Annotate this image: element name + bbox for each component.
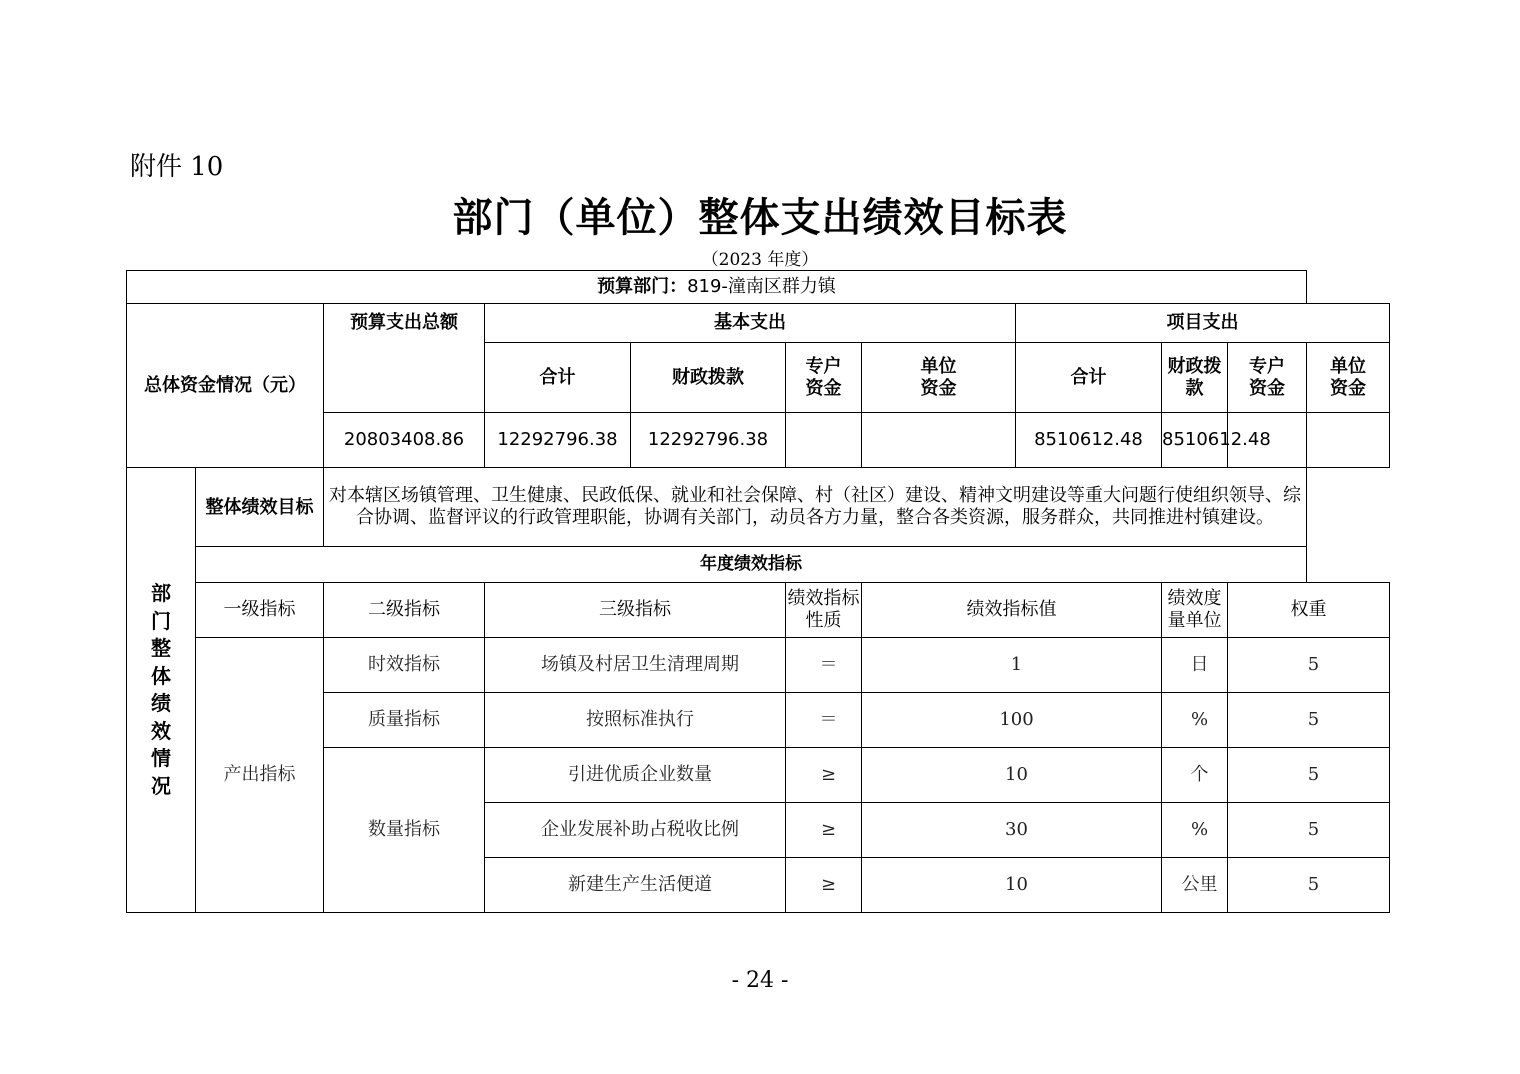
budget-total-label: 预算支出总额 (324, 304, 485, 413)
indicator-value: 10 (862, 748, 1162, 803)
project-expense-label: 项目支出 (1016, 304, 1390, 343)
level2-timeliness: 时效指标 (324, 638, 485, 693)
project-heji-value: 8510612.48 (1016, 413, 1162, 468)
annual-indicators-label: 年度绩效指标 (196, 547, 1307, 583)
performance-side-label: 部门整体绩效情况 (151, 581, 171, 798)
indicator-unit: % (1162, 803, 1228, 858)
level1-output: 产出指标 (196, 638, 324, 913)
performance-side-label-cell (127, 468, 196, 913)
indicator-name: 场镇及村居卫生清理周期 (485, 638, 786, 693)
header-level1: 一级指标 (196, 583, 324, 638)
indicator-unit: 公里 (1162, 858, 1228, 913)
header-level3: 三级指标 (485, 583, 786, 638)
basic-zhzj-header: 专户资金 (786, 343, 862, 413)
indicator-name: 企业发展补助占税收比例 (485, 803, 786, 858)
project-dwzj-value (1307, 413, 1390, 468)
indicator-name: 引进优质企业数量 (485, 748, 786, 803)
funding-row-label: 总体资金情况（元） (127, 304, 324, 468)
basic-czbk-value: 12292796.38 (631, 413, 786, 468)
page-number: - 24 - (731, 968, 789, 993)
indicator-nature: ＝ (786, 693, 862, 748)
basic-expense-label: 基本支出 (485, 304, 1016, 343)
indicator-value: 30 (862, 803, 1162, 858)
dept-label: 预算部门： (597, 276, 688, 298)
basic-czbk-header: 财政拨款 (631, 343, 786, 413)
project-czbk-value: 8510612.48 (1162, 413, 1228, 468)
performance-table (126, 270, 1390, 913)
indicator-nature: ≥ (786, 858, 862, 913)
header-unit: 绩效度量单位 (1162, 583, 1228, 638)
level2-quantity: 数量指标 (324, 748, 485, 913)
indicator-name: 按照标准执行 (485, 693, 786, 748)
indicator-value: 10 (862, 858, 1162, 913)
project-czbk-header: 财政拨款 (1162, 343, 1228, 413)
indicator-name: 新建生产生活便道 (485, 858, 786, 913)
page-subtitle: （2023 年度） (701, 250, 819, 270)
indicator-value: 1 (862, 638, 1162, 693)
project-dwzj-header: 单位资金 (1307, 343, 1390, 413)
indicator-nature: ＝ (786, 638, 862, 693)
indicator-weight: 5 (1228, 748, 1390, 803)
project-zhzj-header: 专户资金 (1228, 343, 1307, 413)
budget-total-value: 20803408.86 (324, 413, 485, 468)
indicator-value: 100 (862, 693, 1162, 748)
indicator-weight: 5 (1228, 693, 1390, 748)
indicator-weight: 5 (1228, 858, 1390, 913)
indicator-unit: 日 (1162, 638, 1228, 693)
page-title: 部门（单位）整体支出绩效目标表 (452, 194, 1068, 241)
basic-zhzj-value (786, 413, 862, 468)
indicator-weight: 5 (1228, 803, 1390, 858)
indicator-weight: 5 (1228, 638, 1390, 693)
header-level2: 二级指标 (324, 583, 485, 638)
header-value: 绩效指标值 (862, 583, 1162, 638)
basic-dwzj-header: 单位资金 (862, 343, 1016, 413)
header-weight: 权重 (1228, 583, 1390, 638)
overall-goal-text: 对本辖区场镇管理、卫生健康、民政低保、就业和社会保障、村（社区）建设、精神文明建设等重大问题行使组织领导、综合协调、监督评议的行政管理职能，协调有关部门，动员各方力量，整合各类资源，服务群众，共同推进村镇建设。 (324, 468, 1307, 547)
project-heji-header: 合计 (1016, 343, 1162, 413)
basic-heji-value: 12292796.38 (485, 413, 631, 468)
indicator-nature: ≥ (786, 803, 862, 858)
basic-dwzj-value (862, 413, 1016, 468)
annex-label: 附件 10 (130, 152, 224, 182)
indicator-unit: % (1162, 693, 1228, 748)
indicator-nature: ≥ (786, 748, 862, 803)
indicator-unit: 个 (1162, 748, 1228, 803)
header-nature: 绩效指标性质 (786, 583, 862, 638)
basic-heji-header: 合计 (485, 343, 631, 413)
level2-quality: 质量指标 (324, 693, 485, 748)
overall-goal-label: 整体绩效目标 (196, 468, 324, 547)
dept-value: 819-潼南区群力镇 (687, 276, 836, 298)
dept-row (127, 271, 1307, 304)
